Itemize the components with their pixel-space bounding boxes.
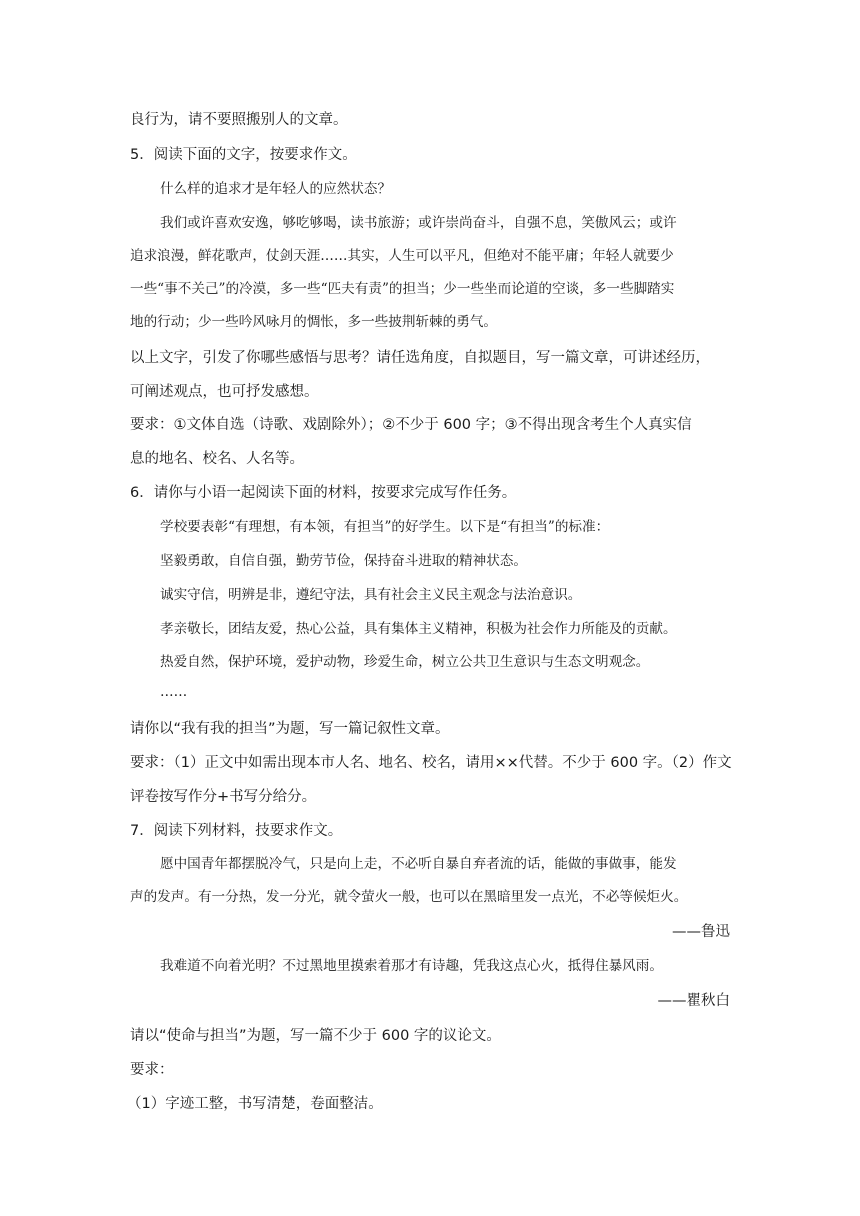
text-line: 什么样的追求才是年轻人的应然状态？ xyxy=(160,181,392,197)
text-line: 一些“事不关己”的冷漠，多一些“匹夫有责”的担当；少一些坐而论道的空谈，多一些脚踏实 xyxy=(130,281,675,297)
text-line: 请以“使命与担当”为题，写一篇不少于 600 字的议论文。 xyxy=(130,1028,501,1044)
text-line: 要求： xyxy=(130,1062,174,1078)
quote-attribution: ——鲁迅 xyxy=(672,924,730,940)
text-line: 诚实守信，明辨是非，遵纪守法，具有社会主义民主观念与法治意识。 xyxy=(160,587,582,603)
text-line: 要求：（1）正文中如需出现本市人名、地名、校名，请用××代替。不少于 600 字。（2）作文 xyxy=(130,755,732,771)
text-line: 坚毅勇敢，自信自强，勤劳节俭，保持奋斗进取的精神状态。 xyxy=(160,553,528,569)
quote-attribution: ——瞿秋白 xyxy=(657,993,730,1009)
text-line: 追求浪漫，鲜花歌声，仗剑天涯……其实，人生可以平凡，但绝对不能平庸；年轻人就要少 xyxy=(130,248,674,264)
text-line: 评卷按写作分+书写分给分。 xyxy=(130,789,317,805)
quote-line: 声的发声。有一分热，发一分光，就令萤火一般，也可以在黑暗里发一点光，不必等候炬火。 xyxy=(130,889,688,905)
text-line: 孝亲敬长，团结友爱，热心公益，具有集体主义精神，积极为社会作力所能及的贡献。 xyxy=(160,621,677,637)
text-line: （1）字迹工整，书写清楚，卷面整洁。 xyxy=(127,1096,383,1112)
text-line: 良行为，请不要照搬别人的文章。 xyxy=(130,112,348,128)
text-line: 学校要表彰“有理想，有本领，有担当”的好学生。以下是“有担当”的标准： xyxy=(160,519,610,535)
quote-line: 愿中国青年都摆脱冷气，只是向上走，不必听自暴自弃者流的话，能做的事做事，能发 xyxy=(160,856,677,872)
text-line: 地的行动；少一些吟风咏月的惆怅，多一些披荆斩棘的勇气。 xyxy=(130,314,498,330)
text-line: 我们或许喜欢安逸，够吃够喝，读书旅游；或许崇尚奋斗，自强不息，笑傲风云；或许 xyxy=(160,215,677,231)
text-line: 请你以“我有我的担当”为题，写一篇记叙性文章。 xyxy=(130,721,450,737)
text-line: 热爱自然，保护环境，爱护动物，珍爱生命，树立公共卫生意识与生态文明观念。 xyxy=(160,654,650,670)
text-line: 要求：①文体自选（诗歌、戏剧除外）；②不少于 600 字；③不得出现含考生个人真实信 xyxy=(130,417,692,433)
quote-line: 我难道不向着光明？不过黑地里摸索着那才有诗趣，凭我这点心火，抵得住暴风雨。 xyxy=(160,958,663,974)
question-6-heading: 6．请你与小语一起阅读下面的材料，按要求完成写作任务。 xyxy=(130,485,517,501)
ellipsis-line: …… xyxy=(160,684,188,700)
text-line: 可阐述观点，也可抒发感想。 xyxy=(130,384,319,400)
question-5-heading: 5．阅读下面的文字，按要求作文。 xyxy=(130,147,357,163)
text-line: 以上文字，引发了你哪些感悟与思考？请任选角度，自拟题目，写一篇文章，可讲述经历， xyxy=(130,350,710,366)
question-7-heading: 7．阅读下列材料，技要求作文。 xyxy=(130,823,343,839)
text-line: 息的地名、校名、人名等。 xyxy=(130,451,304,467)
